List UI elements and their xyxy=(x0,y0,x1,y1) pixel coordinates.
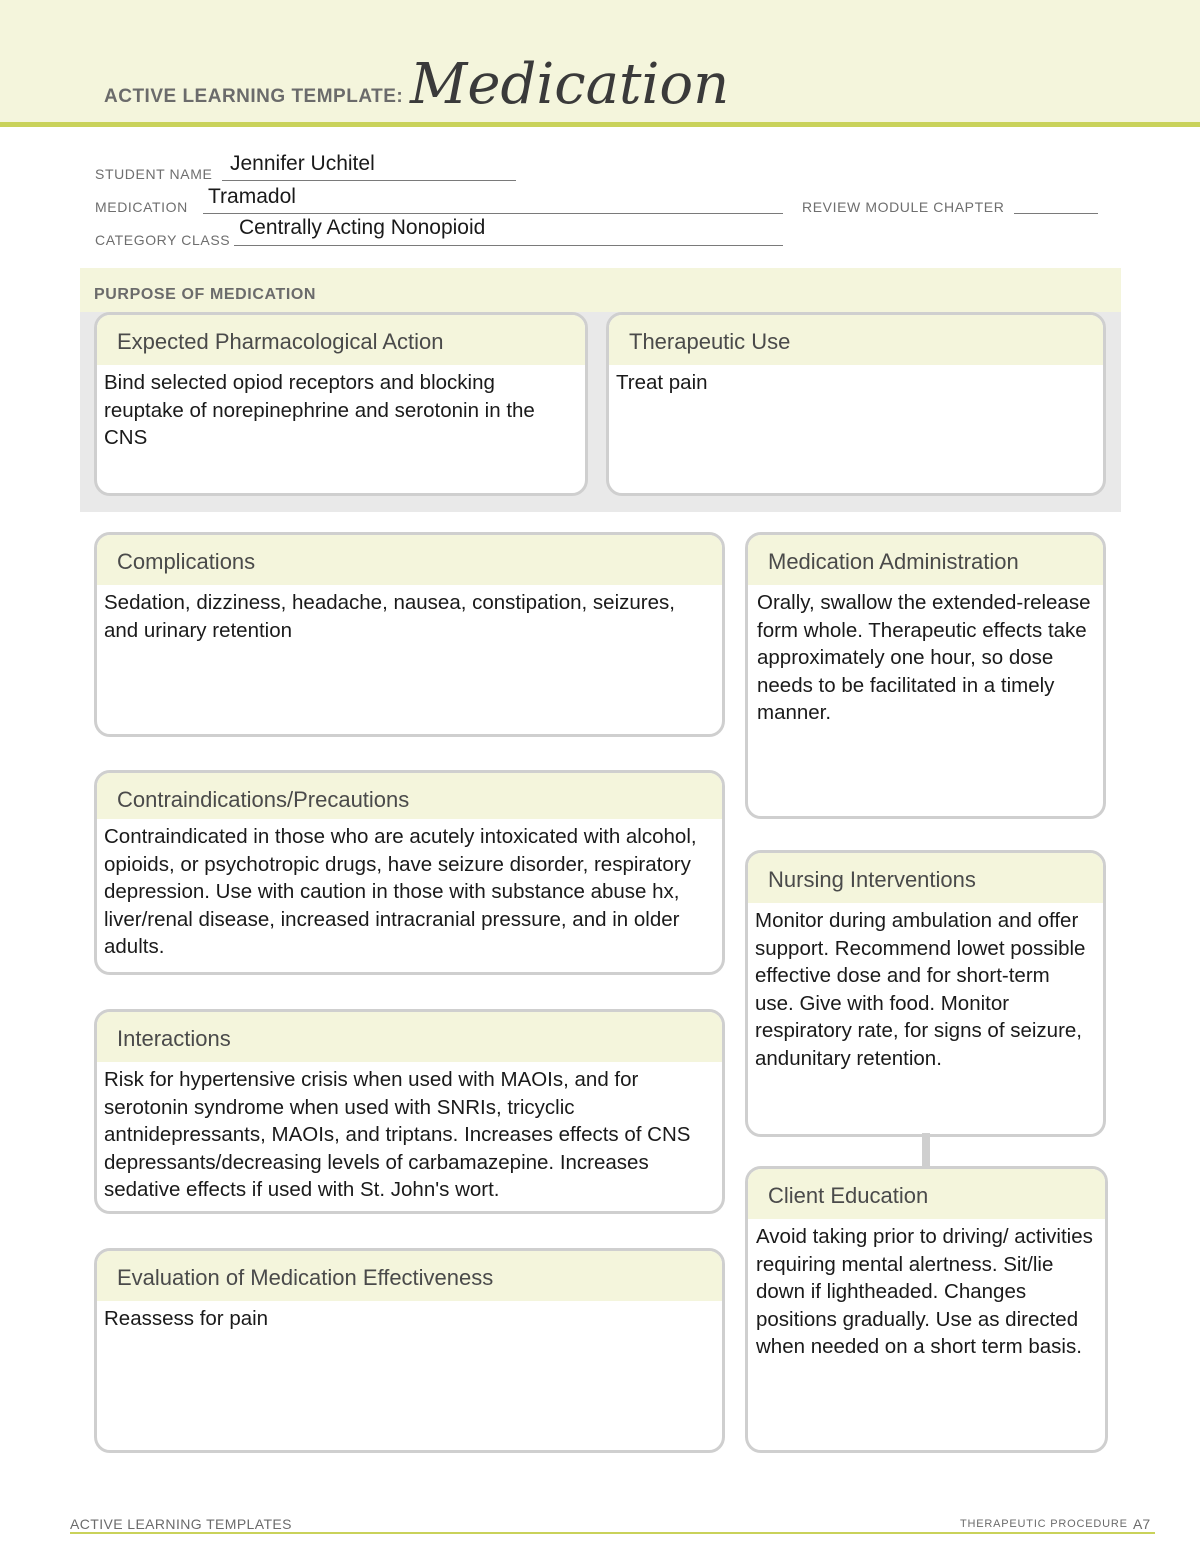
purpose-header xyxy=(80,268,1121,312)
client-education-box xyxy=(745,1166,1108,1453)
student-name-line xyxy=(222,180,516,181)
therapeutic-use-text[interactable]: Treat pain xyxy=(616,371,708,394)
footer-right-label: THERAPEUTIC PROCEDURE xyxy=(960,1518,1128,1530)
complications-box xyxy=(94,532,725,737)
nursing-interventions-box xyxy=(745,850,1106,1137)
client-education-title: Client Education xyxy=(748,1169,1105,1219)
category-class-field[interactable]: Centrally Acting Nonopioid xyxy=(239,216,486,239)
box-connector xyxy=(922,1133,930,1167)
complications-text[interactable]: Sedation, dizziness, headache, nausea, constipation, seizures, and urinary retention xyxy=(104,591,675,642)
evaluation-box xyxy=(94,1248,725,1453)
interactions-text[interactable]: Risk for hypertensive crisis when used with MAOIs, and for serotonin syndrome when used with SNRIs, tricyclic antnidepressants, MAOIs, and triptans. Increases effects of CNS depressants/decreasing levels of carbamazepine. Increases sedative effects if used with St. John's wort. xyxy=(104,1068,691,1201)
evaluation-title: Evaluation of Medication Effectiveness xyxy=(97,1251,722,1301)
review-module-label: REVIEW MODULE CHAPTER xyxy=(802,199,1005,215)
footer-rule xyxy=(70,1532,1155,1534)
therapeutic-use-title: Therapeutic Use xyxy=(609,315,1103,365)
contraindications-text[interactable]: Contraindicated in those who are acutely intoxicated with alcohol, opioids, or psychotropic drugs, have seizure disorder, respiratory depression. Use with caution in those with substance abuse hx, liver/renal disease, increased intracranial pressure, and in older adults. xyxy=(104,825,697,958)
nursing-interventions-text[interactable]: Monitor during ambulation and offer support. Recommend lowet possible effective dose and for short-term use. Give with food. Monitor respiratory rate, for signs of seizure, andunitary retention. xyxy=(755,909,1086,1070)
contraindications-box xyxy=(94,770,725,975)
client-education-text[interactable]: Avoid taking prior to driving/ activities requiring mental alertness. Sit/lie down if lightheaded. Changes positions gradually. Use as directed when needed on a short term basis. xyxy=(756,1225,1093,1358)
expected-action-text[interactable]: Bind selected opiod receptors and blocking reuptake of norepinephrine and serotonin in the CNS xyxy=(104,371,535,449)
student-name-field[interactable]: Jennifer Uchitel xyxy=(230,152,375,175)
page-title: Medication xyxy=(410,52,730,117)
purpose-label: PURPOSE OF MEDICATION xyxy=(94,286,317,303)
medication-label: MEDICATION xyxy=(95,199,188,215)
header-label: ACTIVE LEARNING TEMPLATE: xyxy=(104,86,404,107)
medication-administration-text[interactable]: Orally, swallow the extended-release form whole. Therapeutic effects take approximately one hour, so dose needs to be facilitated in a timely manner. xyxy=(757,591,1091,724)
expected-action-box xyxy=(94,312,588,496)
category-class-label: CATEGORY CLASS xyxy=(95,232,231,248)
evaluation-text[interactable]: Reassess for pain xyxy=(104,1307,269,1330)
nursing-interventions-title: Nursing Interventions xyxy=(748,853,1103,903)
therapeutic-use-box xyxy=(606,312,1106,496)
contraindications-title: Contraindications/Precautions xyxy=(97,773,722,819)
header-rule xyxy=(0,122,1200,127)
footer-page-number: A7 xyxy=(1133,1516,1151,1532)
medication-line xyxy=(203,213,783,214)
expected-action-title: Expected Pharmacological Action xyxy=(97,315,585,365)
medication-field[interactable]: Tramadol xyxy=(208,185,296,208)
interactions-title: Interactions xyxy=(97,1012,722,1062)
category-class-line xyxy=(234,245,783,246)
review-module-field[interactable] xyxy=(1014,213,1098,214)
complications-title: Complications xyxy=(97,535,722,585)
interactions-box xyxy=(94,1009,725,1214)
medication-administration-title: Medication Administration xyxy=(748,535,1103,585)
footer-left-label: ACTIVE LEARNING TEMPLATES xyxy=(70,1516,292,1532)
medication-administration-box xyxy=(745,532,1106,819)
student-name-label: STUDENT NAME xyxy=(95,166,213,182)
